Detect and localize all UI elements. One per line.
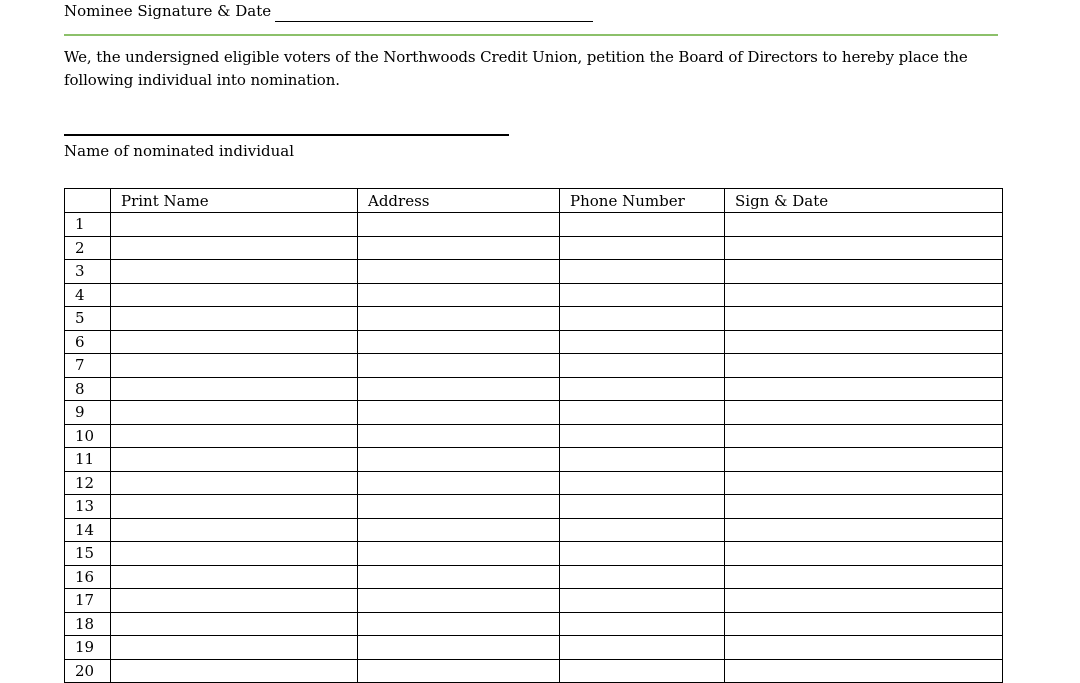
- table-row: [65, 589, 1003, 613]
- sign-date-cell[interactable]: [725, 471, 1003, 495]
- address-cell[interactable]: [358, 565, 560, 589]
- print-name-cell[interactable]: [111, 213, 358, 237]
- sign-date-cell[interactable]: [725, 542, 1003, 566]
- sign-date-cell[interactable]: [725, 518, 1003, 542]
- print-name-cell[interactable]: [111, 377, 358, 401]
- address-cell[interactable]: [358, 283, 560, 307]
- table-row: [65, 565, 1003, 589]
- address-cell[interactable]: [358, 495, 560, 519]
- address-cell[interactable]: [358, 213, 560, 237]
- row-number: 1: [65, 213, 111, 237]
- sign-date-cell[interactable]: [725, 330, 1003, 354]
- sign-date-cell[interactable]: [725, 589, 1003, 613]
- phone-number-cell[interactable]: [560, 448, 725, 472]
- table-row: [65, 636, 1003, 660]
- print-name-cell[interactable]: [111, 518, 358, 542]
- phone-number-cell[interactable]: [560, 283, 725, 307]
- phone-number-cell[interactable]: [560, 377, 725, 401]
- row-number: 4: [65, 283, 111, 307]
- print-name-cell[interactable]: [111, 565, 358, 589]
- print-name-cell[interactable]: [111, 401, 358, 425]
- print-name-cell[interactable]: [111, 495, 358, 519]
- table-row: [65, 424, 1003, 448]
- nominee-name-label: Name of nominated individual: [64, 142, 295, 160]
- address-cell[interactable]: [358, 636, 560, 660]
- table-row: [65, 236, 1003, 260]
- address-cell[interactable]: [358, 354, 560, 378]
- table-row: [65, 377, 1003, 401]
- print-name-cell[interactable]: [111, 659, 358, 683]
- print-name-cell[interactable]: [111, 471, 358, 495]
- phone-number-cell[interactable]: [560, 495, 725, 519]
- address-cell[interactable]: [358, 518, 560, 542]
- sign-date-cell[interactable]: [725, 307, 1003, 331]
- sign-date-cell[interactable]: [725, 283, 1003, 307]
- row-number: 10: [65, 424, 111, 448]
- sign-date-cell[interactable]: [725, 401, 1003, 425]
- address-cell[interactable]: [358, 377, 560, 401]
- address-cell[interactable]: [358, 612, 560, 636]
- table-body: [65, 213, 1003, 683]
- phone-number-cell[interactable]: [560, 260, 725, 284]
- nominee-signature-label: Nominee Signature & Date: [64, 2, 272, 20]
- phone-number-cell[interactable]: [560, 424, 725, 448]
- table-row: [65, 612, 1003, 636]
- row-number: 20: [65, 659, 111, 683]
- sign-date-cell[interactable]: [725, 424, 1003, 448]
- phone-number-cell[interactable]: [560, 213, 725, 237]
- table-row: [65, 495, 1003, 519]
- row-number: 2: [65, 236, 111, 260]
- phone-number-cell[interactable]: [560, 518, 725, 542]
- table-row: [65, 471, 1003, 495]
- sign-date-cell[interactable]: [725, 354, 1003, 378]
- address-cell[interactable]: [358, 589, 560, 613]
- print-name-cell[interactable]: [111, 354, 358, 378]
- print-name-cell[interactable]: [111, 283, 358, 307]
- table-row: [65, 307, 1003, 331]
- sign-date-cell[interactable]: [725, 565, 1003, 589]
- header-cell-print-name: Print Name: [111, 189, 358, 213]
- table-row: [65, 213, 1003, 237]
- address-cell[interactable]: [358, 424, 560, 448]
- print-name-cell[interactable]: [111, 236, 358, 260]
- signature-table: [64, 188, 1003, 683]
- table-row: [65, 330, 1003, 354]
- sign-date-cell[interactable]: [725, 236, 1003, 260]
- phone-number-cell[interactable]: [560, 236, 725, 260]
- phone-number-cell[interactable]: [560, 612, 725, 636]
- phone-number-cell[interactable]: [560, 636, 725, 660]
- sign-date-cell[interactable]: [725, 612, 1003, 636]
- phone-number-cell[interactable]: [560, 401, 725, 425]
- row-number: 18: [65, 612, 111, 636]
- address-cell[interactable]: [358, 236, 560, 260]
- sign-date-cell[interactable]: [725, 659, 1003, 683]
- nominee-signature-field[interactable]: [275, 3, 593, 22]
- address-cell[interactable]: [358, 471, 560, 495]
- row-number: 5: [65, 307, 111, 331]
- header-cell-phone-number: Phone Number: [560, 189, 725, 213]
- nominee-name-field[interactable]: [64, 134, 509, 136]
- print-name-cell[interactable]: [111, 589, 358, 613]
- phone-number-cell[interactable]: [560, 565, 725, 589]
- print-name-cell[interactable]: [111, 424, 358, 448]
- row-number: 9: [65, 401, 111, 425]
- address-cell[interactable]: [358, 659, 560, 683]
- print-name-cell[interactable]: [111, 260, 358, 284]
- table-row: [65, 260, 1003, 284]
- phone-number-cell[interactable]: [560, 659, 725, 683]
- row-number: 8: [65, 377, 111, 401]
- sign-date-cell[interactable]: [725, 495, 1003, 519]
- row-number: 15: [65, 542, 111, 566]
- row-number: 7: [65, 354, 111, 378]
- print-name-cell[interactable]: [111, 330, 358, 354]
- print-name-cell[interactable]: [111, 636, 358, 660]
- header-cell-number: [65, 189, 111, 213]
- address-cell[interactable]: [358, 448, 560, 472]
- print-name-cell[interactable]: [111, 542, 358, 566]
- phone-number-cell[interactable]: [560, 307, 725, 331]
- table-row: [65, 518, 1003, 542]
- phone-number-cell[interactable]: [560, 589, 725, 613]
- row-number: 11: [65, 448, 111, 472]
- address-cell[interactable]: [358, 542, 560, 566]
- print-name-cell[interactable]: [111, 612, 358, 636]
- section-divider: [64, 34, 998, 36]
- phone-number-cell[interactable]: [560, 354, 725, 378]
- table-row: [65, 659, 1003, 683]
- phone-number-cell[interactable]: [560, 330, 725, 354]
- header-cell-address: Address: [358, 189, 560, 213]
- phone-number-cell[interactable]: [560, 471, 725, 495]
- row-number: 12: [65, 471, 111, 495]
- table-header-row: [65, 189, 1003, 213]
- print-name-cell[interactable]: [111, 448, 358, 472]
- row-number: 13: [65, 495, 111, 519]
- petition-statement: We, the undersigned eligible voters of the Northwoods Credit Union, petition the Board of Directors to hereby place the following individual into nomination.: [64, 48, 968, 89]
- row-number: 16: [65, 565, 111, 589]
- address-cell[interactable]: [358, 330, 560, 354]
- table-row: [65, 283, 1003, 307]
- table-row: [65, 448, 1003, 472]
- sign-date-cell[interactable]: [725, 448, 1003, 472]
- row-number: 19: [65, 636, 111, 660]
- table-row: [65, 542, 1003, 566]
- print-name-cell[interactable]: [111, 307, 358, 331]
- address-cell[interactable]: [358, 307, 560, 331]
- row-number: 17: [65, 589, 111, 613]
- table-row: [65, 354, 1003, 378]
- table-row: [65, 401, 1003, 425]
- sign-date-cell[interactable]: [725, 260, 1003, 284]
- address-cell[interactable]: [358, 401, 560, 425]
- sign-date-cell[interactable]: [725, 636, 1003, 660]
- row-number: 6: [65, 330, 111, 354]
- nominee-signature-row: [64, 0, 593, 22]
- row-number: 3: [65, 260, 111, 284]
- phone-number-cell[interactable]: [560, 542, 725, 566]
- row-number: 14: [65, 518, 111, 542]
- header-cell-sign-date: Sign & Date: [725, 189, 1003, 213]
- sign-date-cell[interactable]: [725, 377, 1003, 401]
- sign-date-cell[interactable]: [725, 213, 1003, 237]
- address-cell[interactable]: [358, 260, 560, 284]
